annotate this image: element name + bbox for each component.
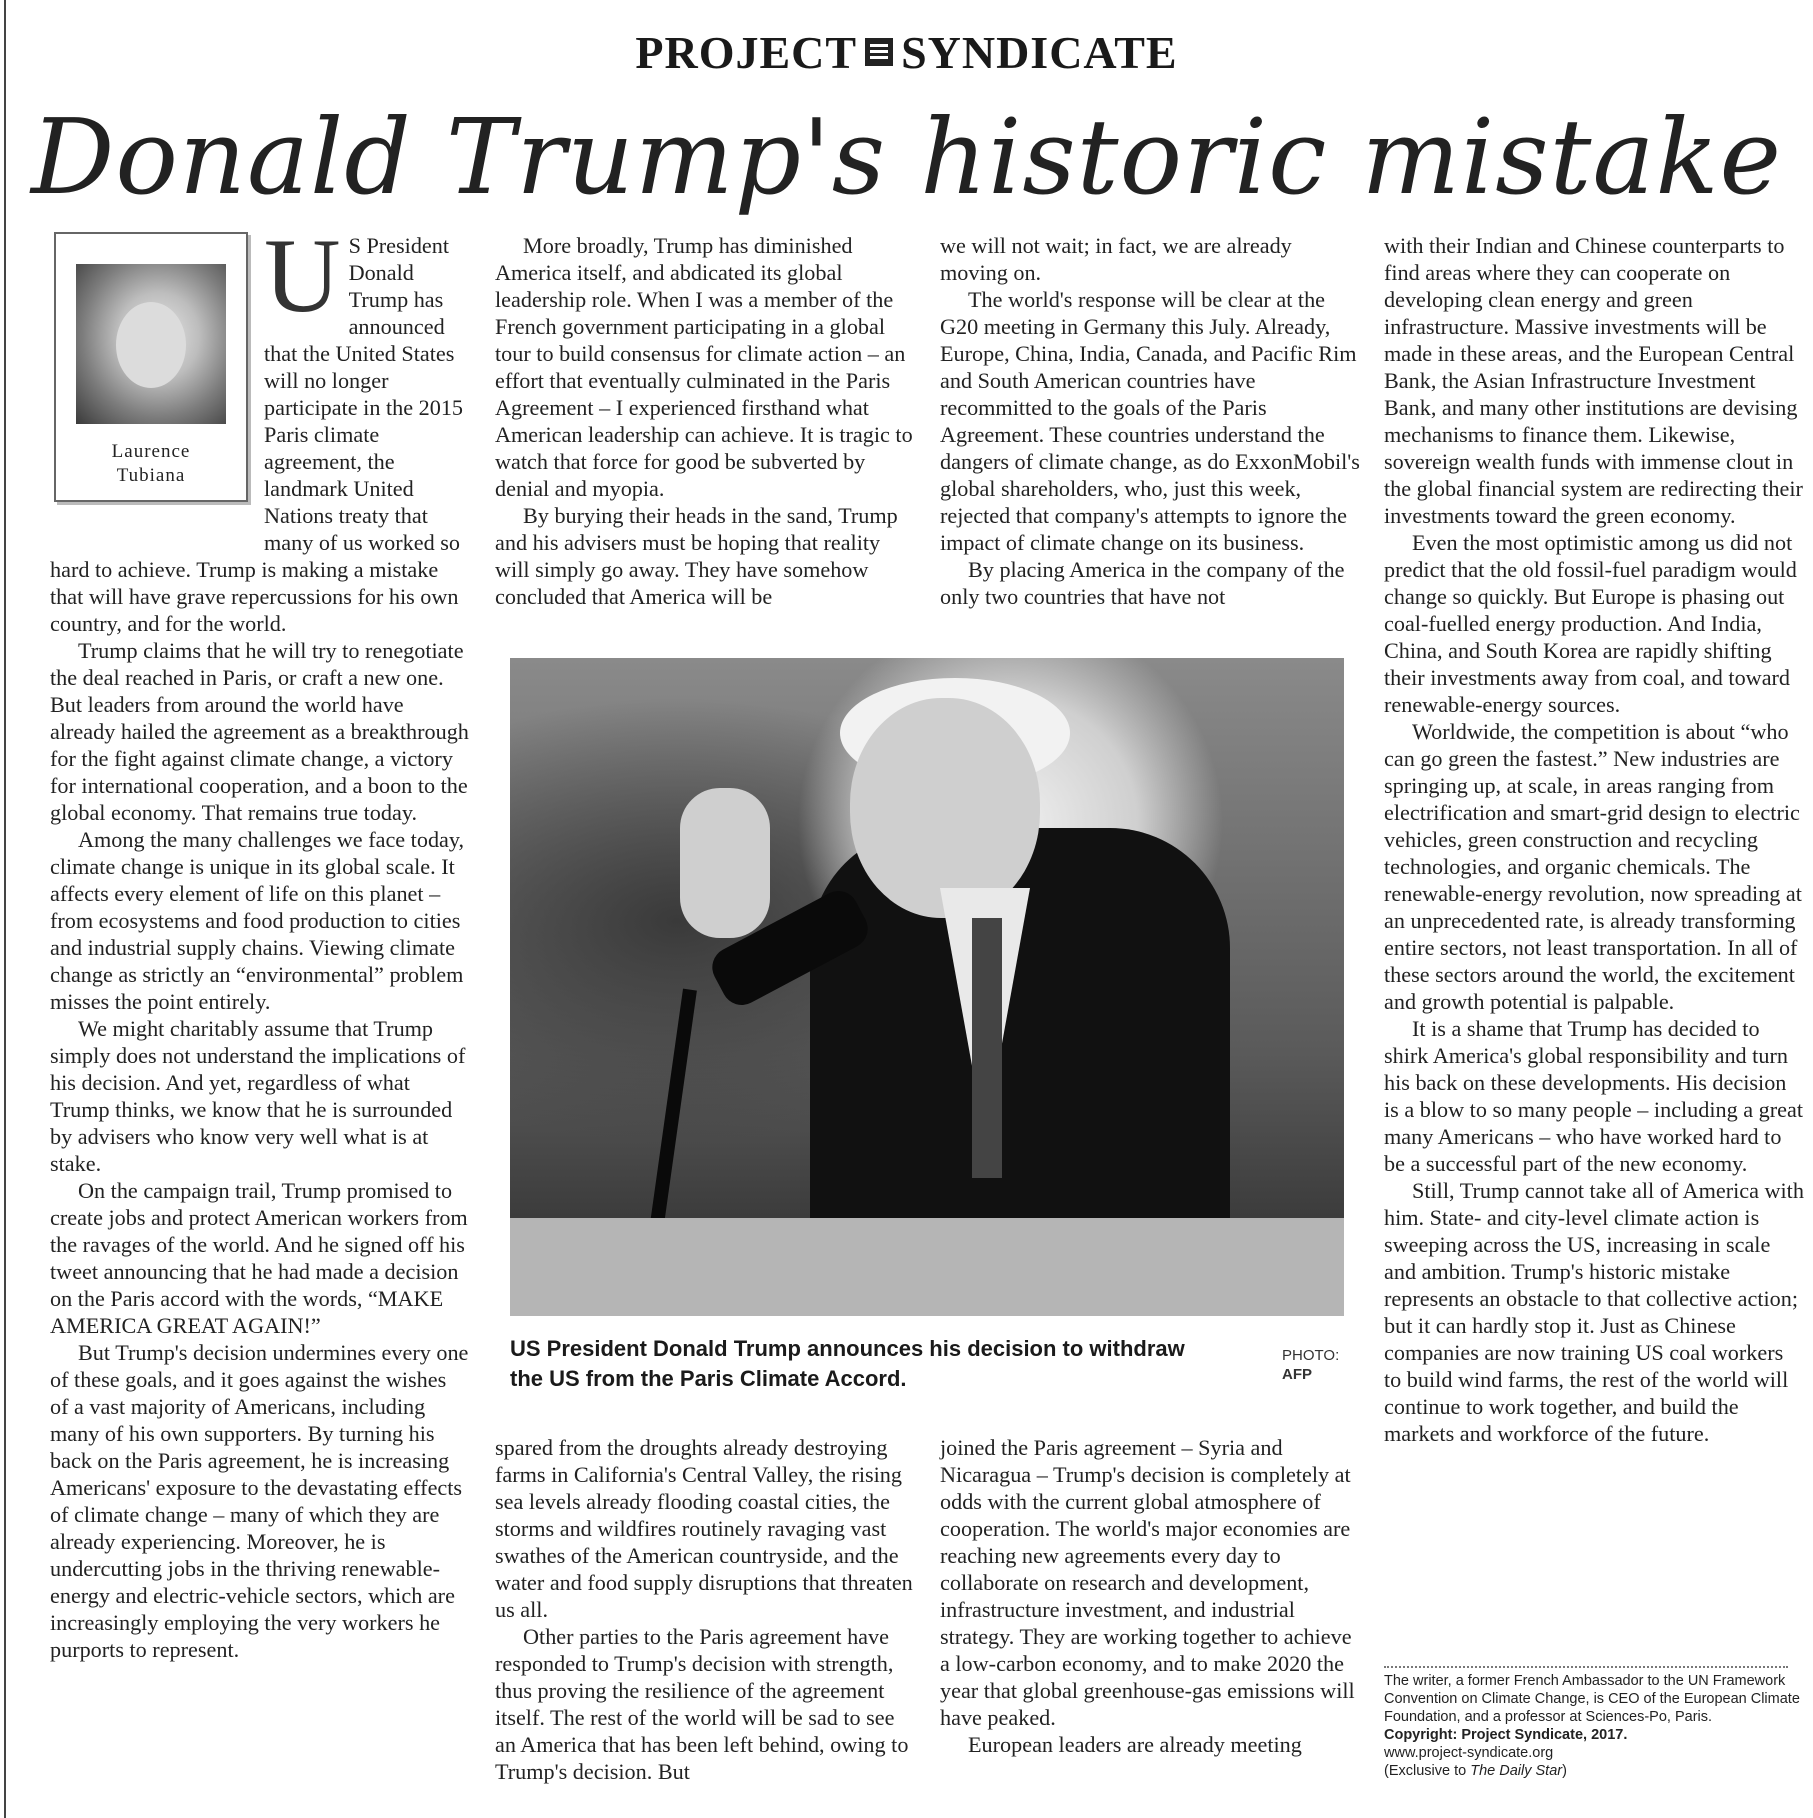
- author-box-spacer: [50, 232, 264, 532]
- photo-head: [850, 698, 1040, 918]
- article-paragraph: It is a shame that Trump has decided to shirk America's global responsibility and turn his back on these developments. His decision is a blow to so many people – including a great many Americans – who have worked hard to be a successful part of the new economy.: [1384, 1016, 1804, 1176]
- exclusive-prefix: (Exclusive to: [1384, 1763, 1471, 1779]
- photo-credit-source: AFP: [1282, 1366, 1312, 1383]
- photo-credit: [1282, 1346, 1339, 1384]
- masthead-left: PROJECT: [635, 27, 858, 78]
- article-paragraph: spared from the droughts already destroying farms in California's Central Valley, the rising sea levels already flooding coastal cities, the storms and wildfires routinely ravaging vast swathes of the American countryside, and the water and food supply disruptions that threaten us all.: [495, 1435, 913, 1622]
- bio-divider: [1384, 1666, 1788, 1668]
- article-paragraph: Worldwide, the competition is about “who can go green the fastest.” New industries are springing up, at scale, in areas ranging from electrification and smart-grid design to electric vehicles, green construction and recycling technologies, and organic chemicals. The renewable-energy revolution, now spreading at an unprecedented rate, is already transforming entire sectors, not least transportation. In all of these sectors around the world, the excitement and growth potential is palpable.: [1384, 719, 1802, 1014]
- column-1: [50, 217, 470, 1663]
- article-paragraph: Still, Trump cannot take all of America with him. State- and city-level climate action is sweeping across the US, increasing in scale and ambition. Trump's historic mistake represents an obstacle to that collective action; but it can hardly stop it. Just as Chinese companies are now training US coal workers to build wind farms, the rest of the world will continue to work together, and build the markets and workforce of the future.: [1384, 1178, 1804, 1446]
- article-paragraph: Trump claims that he will try to renegotiate the deal reached in Paris, or craft a new one. But leaders from around the world have already hailed the agreement as a breakthrough for the fight against climate change, a victory for international cooperation, and a boon to the global economy. That remains true today.: [50, 638, 469, 825]
- column-2-bottom: [495, 1434, 915, 1785]
- drop-cap: U: [264, 217, 341, 334]
- photo-credit-label: PHOTO:: [1282, 1347, 1340, 1364]
- author-name-line2: Tubiana: [116, 465, 186, 486]
- article-paragraph: with their Indian and Chinese counterparts to find areas where they can cooperate on developing clean energy and green infrastructure. Massive investments will be made in these areas, and the European Central Bank, the Asian Infrastructure Investment Bank, and many other institutions are devising mechanisms to finance them. Likewise, sovereign wealth funds with immense clout in the global financial system are redirecting their investments toward the green economy.: [1384, 233, 1803, 528]
- author-name-line1: Laurence: [111, 441, 191, 462]
- article-paragraph: Other parties to the Paris agreement have responded to Trump's decision with strength, thus proving the resilience of the agreement itself. The rest of the world will be sad to see an America that has been left behind, owing to Trump's decision. But: [495, 1624, 909, 1784]
- paragraph-text: S President Donald Trump has announced that the United States will no longer participate in the 2015 Paris climate agreement, the landmark United Nations treaty that many of us worked so hard to achieve. Trump is making a mistake that will have grave repercussions for his own country, and for the world.: [50, 233, 464, 636]
- article-paragraph: Among the many challenges we face today, climate change is unique in its global scale. It affects every element of life on this planet – from ecosystems and food production to cities and industrial supply chains. Viewing climate change as strictly an “environmental” problem misses the point entirely.: [50, 827, 465, 1014]
- article-paragraph: The world's response will be clear at the G20 meeting in Germany this July. Already, Europe, China, India, Canada, and Pacific Rim and South American countries have recommitted to the goals of the Paris Agreement. These countries understand the dangers of climate change, as do ExxonMobil's global shareholders, who, just this week, rejected that company's attempts to ignore the impact of climate change on its business.: [940, 287, 1360, 555]
- article-paragraph: More broadly, Trump has diminished America itself, and abdicated its global leadership role. When I was a member of the French government participating in a global tour to build consensus for climate action – an effort that eventually culminated in the Paris Agreement – I experienced firsthand what American leadership can achieve. It is tragic to watch that force for good be subverted by denial and myopia.: [495, 233, 913, 501]
- article-paragraph: We might charitably assume that Trump simply does not understand the implications of his decision. And yet, regardless of what Trump thinks, we know that he is surrounded by advisers who know very well what is at stake.: [50, 1016, 466, 1176]
- article-paragraph: But Trump's decision undermines every one of these goals, and it goes against the wishes of a vast majority of Americans, including many of his own supporters. By turning his back on the Paris agreement, he is increasing Americans' exposure to the devastating effects of climate change – many of which they are already experiencing. Moreover, he is undercutting jobs in the thriving renewable-energy and electric-vehicle sectors, which are increasingly employing the very workers he purports to represent.: [50, 1340, 469, 1662]
- column-2-top: [495, 232, 915, 610]
- photo-hand: [680, 788, 770, 938]
- trump-photo: [510, 658, 1344, 1316]
- article-paragraph: joined the Paris agreement – Syria and Nicaragua – Trump's decision is completely at odds with the current global atmosphere of cooperation. The world's major economies are reaching new agreements every day to collaborate on research and development, infrastructure investment, and industrial strategy. They are working together to achieve a low-carbon economy, and to make 2020 the year that global greenhouse-gas emissions will have peaked.: [940, 1435, 1355, 1730]
- article-paragraph: we will not wait; in fact, we are already moving on.: [940, 233, 1292, 285]
- page-edge-rule: [4, 0, 6, 1818]
- article-paragraph: On the campaign trail, Trump promised to create jobs and protect American workers from the ravages of the world. And he signed off his tweet announcing that he had made a decision on the Paris accord with the words, “MAKE AMERICA GREAT AGAIN!”: [50, 1178, 468, 1338]
- website-link[interactable]: www.project-syndicate.org: [1384, 1745, 1554, 1761]
- author-bio: [1384, 1672, 1804, 1780]
- column-3-bottom: [940, 1434, 1360, 1758]
- copyright-line: Copyright: Project Syndicate, 2017.: [1384, 1727, 1628, 1743]
- exclusive-line: [1384, 1762, 1804, 1780]
- article-paragraph: Even the most optimistic among us did not predict that the old fossil-fuel paradigm would change so quickly. But Europe is phasing out coal-fuelled energy production. And India, China, and South Korea are rapidly shifting their investments away from coal, and toward renewable-energy sources.: [1384, 530, 1797, 717]
- publication-name: The Daily Star: [1470, 1763, 1563, 1779]
- article-paragraph: European leaders are already meeting: [968, 1732, 1302, 1757]
- exclusive-suffix: ): [1562, 1763, 1567, 1779]
- bio-text: The writer, a former French Ambassador to the UN Framework Convention on Climate Change, is CEO of the European Climate Foundation, and a professor at Sciences-Po, Paris.: [1384, 1673, 1800, 1725]
- column-3-top: [940, 232, 1360, 610]
- column-4: [1384, 232, 1804, 1447]
- masthead: [0, 26, 1813, 79]
- photo-podium: [510, 1218, 1344, 1316]
- article-paragraph: By placing America in the company of the only two countries that have not: [940, 557, 1345, 609]
- article-paragraph: By burying their heads in the sand, Trump and his advisers must be hoping that reality will simply go away. They have somehow concluded that America will be: [495, 503, 898, 609]
- masthead-right: SYNDICATE: [901, 27, 1178, 78]
- syndicate-logo-icon: [865, 38, 893, 66]
- photo-caption: US President Donald Trump announces his decision to withdraw the US from the Paris Climate Accord.: [510, 1336, 1185, 1391]
- photo-tie: [972, 918, 1002, 1178]
- headline: Donald Trump's historic mistake: [30, 96, 1783, 218]
